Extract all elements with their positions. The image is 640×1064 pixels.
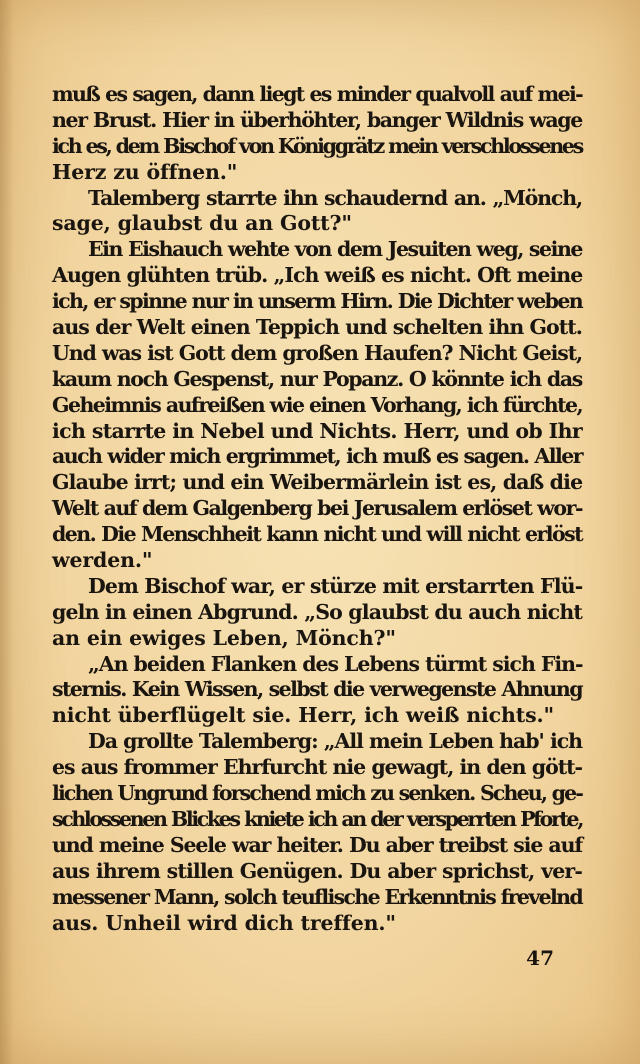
text-line: kaum noch Gespenst, nur Popanz. O könnte ich das	[52, 366, 582, 391]
text-line: sternis. Kein Wissen, selbst die verwegenste Ahnung	[52, 677, 582, 702]
text-line: den. Die Menschheit kann nicht und will nicht erlöst	[52, 522, 582, 547]
text-line: aus der Welt einen Teppich und schelten ihn Gott.	[52, 315, 582, 340]
text-line: es aus frommer Ehrfurcht nie gewagt, in den gött-	[52, 755, 582, 780]
text-line: Herz zu öffnen."	[52, 159, 238, 184]
text-line: Glaube irrt; und ein Weibermärlein ist es, daß die	[52, 470, 583, 495]
text-line: Ein Eishauch wehte von dem Jesuiten weg, seine	[88, 237, 582, 262]
text-line: Und was ist Gott dem großen Haufen? Nicht Geist,	[52, 340, 582, 365]
text-line: Dem Bischof war, er stürze mit erstarrten Flü-	[88, 573, 583, 598]
text-line: aus. Unheil wird dich treffen."	[52, 910, 396, 935]
text-line: aus ihrem stillen Genügen. Du aber sprichst, ver-	[52, 858, 582, 883]
text-line: und meine Seele war heiter. Du aber treibst sie auf	[52, 832, 582, 857]
text-line: auch wider mich ergrimmet, ich muß es sagen. Aller	[52, 444, 582, 469]
text-line: geln in einen Abgrund. „So glaubst du auch nicht	[52, 599, 582, 624]
text-line: an ein ewiges Leben, Mönch?"	[52, 625, 396, 650]
text-line: Talemberg starrte ihn schaudernd an. „Mönch,	[88, 185, 582, 210]
text-line: Augen glühten trüb. „Ich weiß es nicht. Oft meine	[52, 263, 583, 288]
text-line: messener Mann, solch teuflische Erkenntnis frevelnd	[52, 884, 583, 909]
text-line: ner Brust. Hier in überhöhter, banger Wildnis wage	[52, 107, 582, 132]
text-line: ich, er spinne nur in unserm Hirn. Die Dichter weben	[52, 289, 582, 314]
text-line: Welt auf dem Galgenberg bei Jerusalem erlöset wor-	[52, 496, 582, 521]
text-line: lichen Ungrund forschend mich zu senken. Scheu, ge-	[52, 781, 582, 806]
text-line: ich starrte in Nebel und Nichts. Herr, und ob Ihr	[52, 418, 582, 443]
text-line: schlossenen Blickes kniete ich an der versperrten Pforte,	[52, 806, 582, 831]
text-line: werden."	[52, 548, 153, 573]
page-number: 47	[526, 946, 554, 970]
text-line: Geheimnis aufreißen wie einen Vorhang, ich fürchte,	[52, 392, 583, 417]
text-line: nicht überflügelt sie. Herr, ich weiß nichts."	[52, 703, 554, 728]
text-line: sage, glaubst du an Gott?"	[52, 211, 352, 236]
text-line: Da grollte Talemberg: „All mein Leben hab' ich	[88, 729, 582, 754]
text-line: „An beiden Flanken des Lebens türmt sich Fin-	[88, 651, 583, 676]
body-text	[52, 82, 582, 936]
text-line: muß es sagen, dann liegt es minder qualvoll auf mei-	[52, 82, 582, 106]
text-line: ich es, dem Bischof von Königgrätz mein verschlossenes	[52, 133, 582, 158]
